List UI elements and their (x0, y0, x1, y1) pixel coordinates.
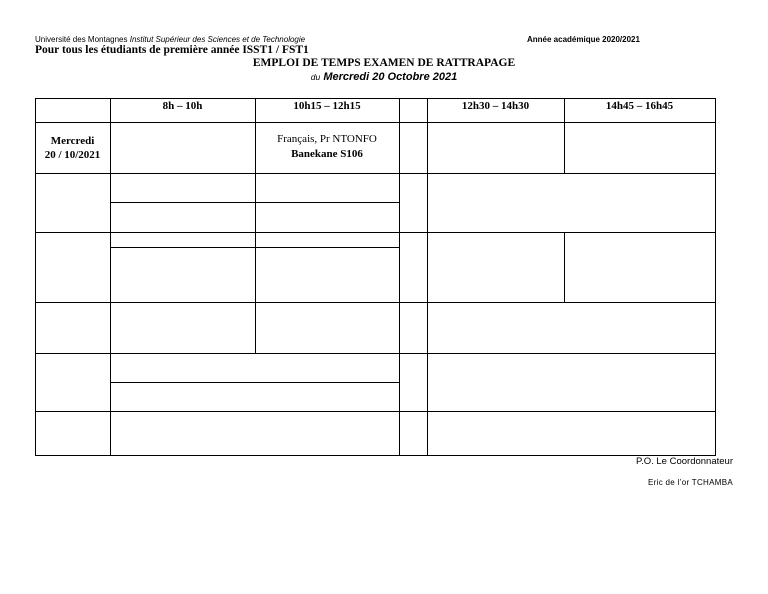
academic-year: Année académique 2020/2021 (527, 35, 640, 44)
date-prefix: du (310, 72, 321, 82)
university-name: Université des Montagnes (35, 35, 128, 44)
coordinator-name: Eric de l’or TCHAMBA (648, 478, 733, 487)
column-header-2: 10h15 – 12h15 (293, 100, 361, 112)
column-header-3: 12h30 – 14h30 (461, 100, 530, 112)
column-header-1: 8h – 10h (162, 100, 203, 112)
document-title: EMPLOI DE TEMPS EXAMEN DE RATTRAPAGE (252, 57, 516, 69)
audience-line: Pour tous les étudiants de première année ISST1 / FST1 (35, 44, 309, 56)
day-label: Mercredi (50, 135, 95, 147)
exam-room: Banekane S106 (291, 148, 363, 160)
column-header-4: 14h45 – 16h45 (605, 100, 674, 112)
exam-date: Mercredi 20 Octobre 2021 (323, 71, 458, 83)
institute-name: Institut Supérieur des Sciences et de Technologie (129, 35, 306, 44)
coordinator-role: P.O. Le Coordonnateur (635, 456, 733, 467)
day-date: 20 / 10/2021 (44, 149, 101, 161)
exam-course: Français, Pr NTONFO (277, 133, 377, 145)
